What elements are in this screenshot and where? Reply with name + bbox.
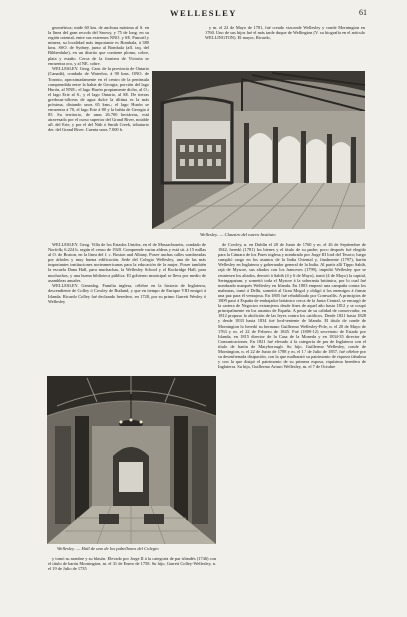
hall-figure xyxy=(47,376,216,544)
cloister-caption: Wellesley. — Claustro del nuevo Instituto xyxy=(200,232,276,237)
paragraph: WELLESLEY. Genealog. Familia inglesa, célebre en la historia de Inglaterra, descendiente de Colley ó Cowley de Rutland, y que en tiempo de Enrique VIII emigró á Irlanda. Ricardo Colley fué declarado heredero, en 1728, por su primo Garrett Wesley ó Wellesley xyxy=(48,283,206,304)
hall-caption: Wellesley. — Hall de uno de los pabellones del Colegio xyxy=(57,546,159,551)
running-title: WELLESLEY xyxy=(170,8,237,18)
left-column-top xyxy=(48,25,149,258)
paragraph: geométrica; mide 60 km. de anchura máxima al S. en la línea del gran recodo del Snowy, y 75 de long. en su región oriental, entre sus extremos NNO. y SE. Pastoril y minera, su localidad más importante es Bombala, á 380 kms. SSO. de Sydney, junto al Bombala (afl. izq. del Bibbenluke), en un distrito que contiene plomo, cobre, plata y estaño. Cerca de la frontera de Victoria se encuentra oro, y al NE. cobre. xyxy=(48,25,149,66)
paragraph: WELLESLEY. Geog. Villa de los Estados Unidos, en el de Massachusetts, condado de Norfolk; 6.224 h. según el censo de 1920. Comprende varias aldeas y está sit. á 15 millas al O. de Boston, en la línea del f. c. Boston and Albany. Posee anchas calles sombreadas por árboles y muy buena edificación. Sede del Colegio Wellesley, una de las más importantes instituciones norteamericanas para la educación de la mujer. Posee también la escuela Dana Hall, para muchachas, la Wellesley School y el Rockridge Hall, para muchachos, y una buena biblioteca pública. El gobierno municipal se lleva por medio de asambleas anuales. xyxy=(48,242,206,283)
left-column-middle xyxy=(48,242,206,374)
cloister-figure xyxy=(152,71,365,229)
hall-illustration xyxy=(47,376,216,544)
page-number: 61 xyxy=(359,8,367,17)
paragraph: de Cowley, n. en Dublín el 20 de Junio de 1760 y m. el 26 de Septiembre de 1842, heredó (1781) los bienes y el título de su padre; poco después fué elegido para la Cámara de los Pares inglesa y nombrado por Jorge III lord del Tesoro; luego cumplió cargo en los asuntos de la India Oriental y, finalmente (1797), barón Wellesley en Inglaterra y gobernador general de la India. Al partir allí Tippo Sahib, rajá de Mysore, sus aliados con los franceses (1799), impidió Wellesley que se reuniesen los aliados, derrotó á Sahib (4 y 6 de Mayo), tomó (4 de Mayo) la capital, Seringapatam, y sometió toda el Mysore á la soberanía británica, por lo cual fué nombrado marqués Wellesley en Irlanda. En 1803 empezó una campaña contra los mahratas, tomó á Delhi, sometió al Gran Mogol y obligó á los enemigos á firmar una paz para él ventajosa. En 1805 fué rehabilitado por Cornwallis. A principios de 1809 pasó á España de embajador británico cerca de la Junta Central, se encargó de la cartera de Negocios extranjeros desde fines de aquel año hasta 1812 y se ocupó principalmente en los asuntos de España. A pesar de su calidad de conservador, en 1812 propuso la abolición de las leyes contra los católicos. Desde 1821 hasta 1828 y desde 1833 hasta 1834 fué lord-teniente de Irlanda. El título de conde de Mornington lo heredó su hermano Guillermo Wellesley-Pole, n. el 20 de Mayo de 1763 y m. el 22 de Febrero de 1845. Fué (1809-12) secretario de Estado por Irlanda, en 1815 director de la Casa de la Moneda y en 1834-35 director de Comunicaciones. En 1821 fué elevado á la categoría de par de Inglaterra con el título de barón de Maryborough. Su hijo, Guillermo Wellesley, conde de Mornington, n. el 22 de Junio de 1788 y m. el 1.º de Julio de 1857, fué célebre por su desenfrenada disipación, con la que malbarató su patrimonio de riqueza fabulosa y con la que disipó el patrimonio de su primera esposa, riquísima heredera de Inglaterra. Su hijo, Guillermo Arturo Wellesley, m. el 7 de Octubre xyxy=(218,242,366,370)
page-header xyxy=(40,8,367,22)
left-column-bottom xyxy=(48,556,216,590)
right-column-main xyxy=(218,242,366,592)
cloister-illustration xyxy=(152,71,365,229)
paragraph: y tomó su nombre y su blasón. Elevado por Jorge II á la categoría de par irlandés (1746) con el título de barón Mornington, m. el 31 de Enero de 1758. Su hijo, Garrett Colley-Wellesley, n. el 19 de Julio de 1735 xyxy=(48,556,216,572)
right-column-top xyxy=(205,25,365,68)
paragraph: y m. el 22 de Mayo de 1781, fué creado vizconde Wellesley y conde Mornington en 1760. Uno de sus hijos fué el más tarde duque de Wellington (V. su biografía en el artículo WELLINGTON). El mayor, Ricardo, xyxy=(205,25,365,41)
paragraph: WELLESLEY. Geog. Cant. de la provincia de Ontario (Canadá), condado de Waterloo, á 90 kms. ONO. de Toronto, aproximadamente en el centro de la península comprendida entre la bahía de Georgia, porción del lago Hurón, al NNE.; el lago Hurón propiamente dicho, al O.; el lago Erie al S., y el lago Ontario, al SE. De tierras gredosas-silíceas de agua dulce la última es la más próxima, distando unos 65 kms.; el lago Hurón se encuentra á 70, el lago Erie á 80 y la bahía de Georgia á 85. Su territorio, de unas 26.700 hectáreas, está atravesado por el curso superior del Grand River, notable afl. del Erie, y por el del Nith ó Smith Creek, tributario der. del Grand River. Cuenta unos 7.000 h. xyxy=(48,66,149,133)
